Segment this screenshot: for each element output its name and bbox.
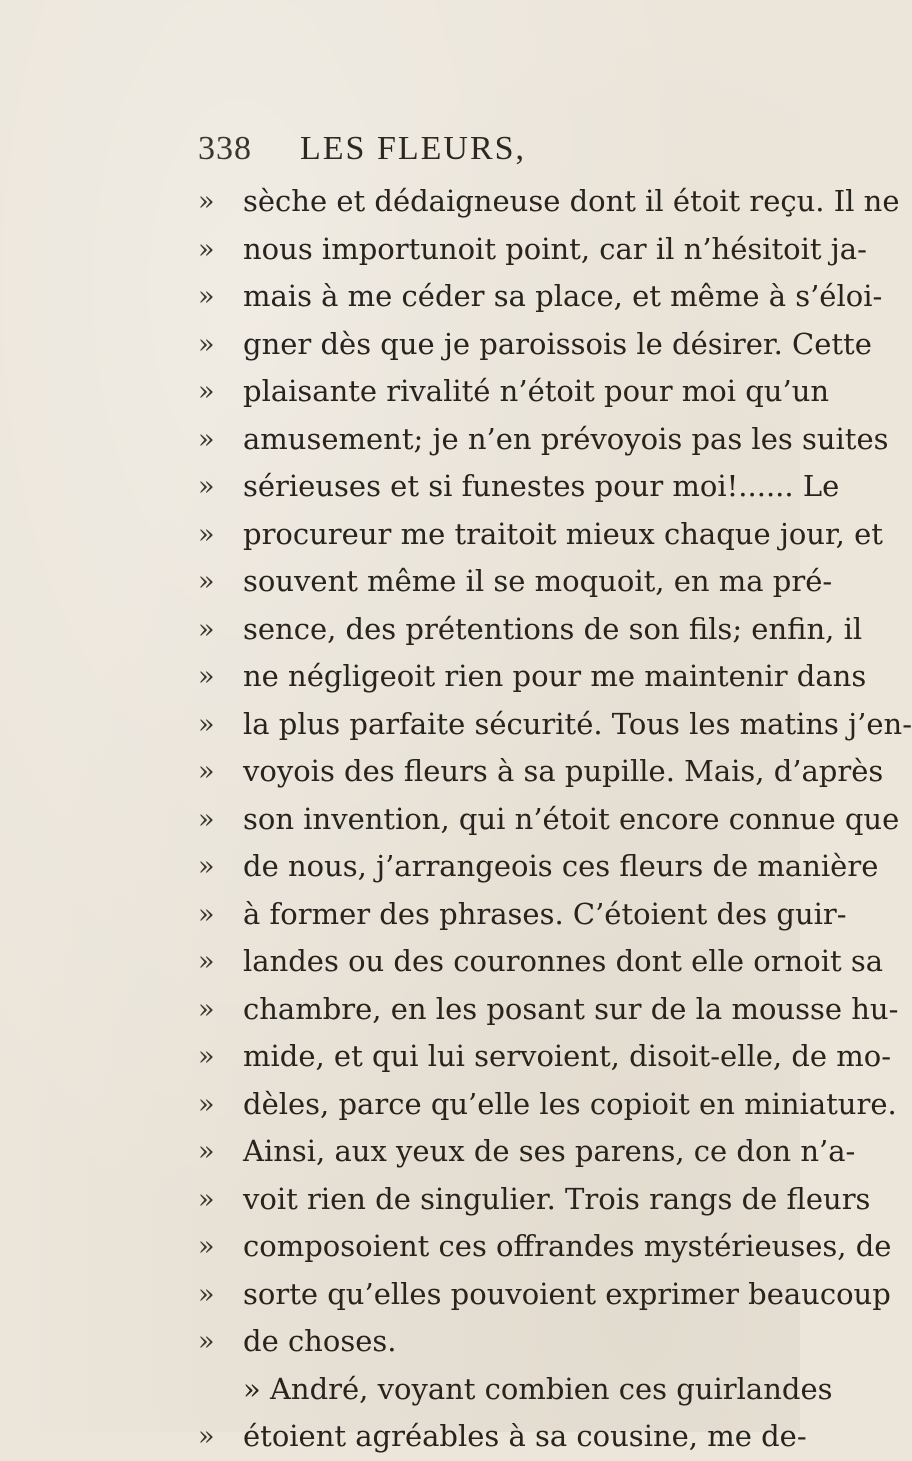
- line-text: à former des phrases. C’étoient des guir-: [243, 896, 847, 931]
- line-text: landes ou des couronnes dont elle ornoit sa: [243, 944, 884, 978]
- line-text: sèche et dédaigneuse dont il étoit reçu. Il ne: [243, 184, 900, 218]
- text-line: [0, 416, 889, 464]
- quotation-mark: »: [198, 708, 215, 740]
- quotation-mark: »: [198, 851, 215, 882]
- line-text: gner dès que je paroissois le désirer. Cette: [243, 326, 872, 361]
- quotation-mark: »: [198, 328, 215, 360]
- line-text: sérieuses et si funestes pour moi!...... Le: [243, 469, 840, 503]
- quotation-mark: »: [198, 471, 215, 502]
- quotation-mark: »: [198, 281, 215, 312]
- quotation-mark: »: [198, 1088, 215, 1120]
- text-line: [0, 1271, 891, 1319]
- text-line: [0, 1081, 897, 1129]
- text-line: [0, 558, 833, 606]
- text-line: [0, 796, 900, 844]
- text-line: [0, 1318, 800, 1366]
- line-text: étoient agréables à sa cousine, me de-: [243, 1419, 807, 1453]
- page-number: 338: [198, 130, 252, 167]
- line-text: dèles, parce qu’elle les copioit en miniature.: [243, 1086, 897, 1121]
- text-line: [0, 511, 883, 559]
- text-line: [0, 891, 847, 939]
- page-header: [198, 130, 758, 178]
- quotation-mark: »: [198, 946, 215, 977]
- text-line: [0, 463, 840, 511]
- line-text: nous importunoit point, car il n’hésitoit ja-: [243, 231, 867, 266]
- text-line: [0, 273, 883, 321]
- quotation-mark: »: [198, 1231, 215, 1262]
- text-line: [0, 843, 879, 891]
- line-text: sorte qu’elles pouvoient exprimer beaucoup: [243, 1276, 891, 1311]
- text-line: [0, 1128, 856, 1176]
- text-line: [0, 701, 912, 749]
- quotation-mark: »: [198, 898, 215, 930]
- quotation-mark: »: [198, 993, 215, 1025]
- quotation-mark: »: [198, 186, 215, 217]
- line-text: souvent même il se moquoit, en ma pré-: [243, 564, 833, 598]
- quotation-mark: »: [198, 756, 215, 787]
- text-line: [0, 986, 899, 1034]
- quotation-mark: »: [198, 1136, 215, 1167]
- line-text: son invention, qui n’étoit encore connue que: [243, 801, 900, 836]
- text-line: [0, 178, 900, 226]
- quotation-mark: »: [198, 1041, 215, 1072]
- line-text: ne négligeoit rien pour me maintenir dans: [243, 659, 867, 693]
- line-text: voyois des fleurs à sa pupille. Mais, d’après: [243, 754, 884, 788]
- quotation-mark: »: [198, 803, 215, 835]
- quotation-mark: »: [198, 613, 215, 645]
- text-line: [0, 606, 863, 654]
- text-line: [0, 653, 867, 701]
- line-text: sence, des prétentions de son fils; enfin, il: [243, 611, 863, 646]
- quotation-mark: »: [198, 566, 215, 597]
- line-text: mide, et qui lui servoient, disoit-elle, de mo-: [243, 1039, 892, 1073]
- text-line: [0, 1413, 807, 1461]
- running-title: LES FLEURS,: [300, 130, 527, 167]
- line-text: mais à me céder sa place, et même à s’éloi-: [243, 279, 883, 313]
- line-text: voit rien de singulier. Trois rangs de fleurs: [243, 1181, 871, 1216]
- quotation-mark: »: [198, 423, 215, 455]
- line-text: Ainsi, aux yeux de ses parens, ce don n’a-: [243, 1134, 856, 1168]
- text-line: [0, 938, 884, 986]
- quotation-mark: »: [198, 1278, 215, 1310]
- text-line: [0, 368, 830, 416]
- line-text: » André, voyant combien ces guirlandes: [243, 1371, 833, 1406]
- quotation-mark: »: [198, 518, 215, 550]
- body-text: [0, 178, 912, 1461]
- line-text: la plus parfaite sécurité. Tous les matins j’en-: [243, 706, 912, 741]
- text-line: [0, 1223, 892, 1271]
- quotation-mark: »: [198, 233, 215, 265]
- line-text: procureur me traitoit mieux chaque jour, et: [243, 516, 883, 551]
- text-line: [0, 226, 867, 274]
- line-text: de nous, j’arrangeois ces fleurs de manière: [243, 849, 879, 883]
- line-text: de choses.: [243, 1324, 397, 1358]
- line-text: plaisante rivalité n’étoit pour moi qu’un: [243, 374, 830, 408]
- text-line: [0, 1366, 833, 1414]
- quotation-mark: »: [198, 1421, 215, 1452]
- text-line: [0, 1176, 871, 1224]
- line-text: amusement; je n’en prévoyois pas les suites: [243, 421, 889, 456]
- quotation-mark: »: [198, 376, 215, 407]
- line-text: composoient ces offrandes mystérieuses, de: [243, 1229, 892, 1263]
- text-line: [0, 1033, 892, 1081]
- line-text: chambre, en les posant sur de la mousse hu-: [243, 991, 899, 1026]
- quotation-mark: »: [198, 661, 215, 692]
- quotation-mark: »: [198, 1326, 215, 1357]
- text-line: [0, 321, 872, 369]
- quotation-mark: »: [198, 1183, 215, 1215]
- text-line: [0, 748, 884, 796]
